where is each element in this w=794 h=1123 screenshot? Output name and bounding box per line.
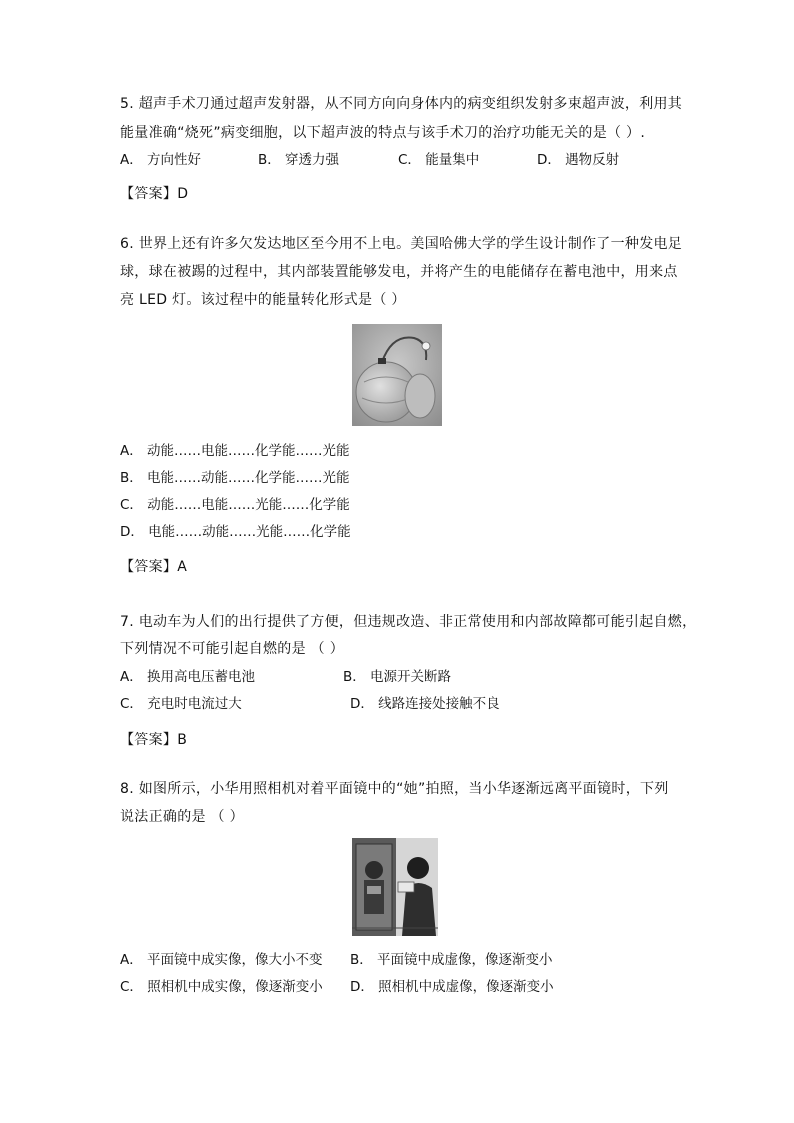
question-6-line-1: 6. 世界上还有许多欠发达地区至今用不上电。美国哈佛大学的学生设计制作了一种发电足: [120, 236, 683, 252]
question-5-option-d: D． 遇物反射: [537, 152, 620, 168]
soccer-ball-lamp-photo: [352, 324, 442, 426]
question-7-line-2: 下列情况不可能引起自燃的是 （ ）: [120, 641, 344, 657]
question-8-option-d: D． 照相机中成虚像，像逐渐变小: [350, 979, 554, 995]
question-7-option-a: A． 换用高电压蓄电池: [120, 669, 256, 685]
question-5-option-a: A． 方向性好: [120, 152, 202, 168]
question-5-option-b: B． 穿透力强: [258, 152, 340, 168]
question-6-option-a: A． 动能……电能……化学能……光能: [120, 443, 350, 459]
mirror-camera-photo: [352, 838, 438, 936]
question-6-option-d: D． 电能……动能……光能……化学能: [120, 524, 351, 540]
question-7-option-c: C． 充电时电流过大: [120, 696, 242, 712]
question-8-option-b: B． 平面镜中成虚像，像逐渐变小: [350, 952, 553, 968]
question-6-line-2: 球，球在被踢的过程中，其内部装置能够发电，并将产生的电能储存在蓄电池中，用来点: [120, 264, 678, 280]
question-5-line-2: 能量准确“烧死”病变细胞，以下超声波的特点与该手术刀的治疗功能无关的是（ ）.: [120, 125, 646, 141]
question-7-option-d: D． 线路连接处接触不良: [350, 696, 500, 712]
question-6-line-3: 亮 LED 灯。该过程中的能量转化形式是（ ）: [120, 292, 406, 308]
question-7-answer: 【答案】B: [120, 732, 188, 748]
question-7-option-b: B． 电源开关断路: [343, 669, 452, 685]
question-7-line-1: 7. 电动车为人们的出行提供了方便，但违规改造、非正常使用和内部故障都可能引起自燃，: [120, 614, 697, 630]
question-6-answer: 【答案】A: [120, 559, 188, 575]
question-8-option-a: A． 平面镜中成实像，像大小不变: [120, 952, 323, 968]
question-8-option-c: C． 照相机中成实像，像逐渐变小: [120, 979, 323, 995]
question-6-option-b: B． 电能……动能……化学能……光能: [120, 470, 350, 486]
question-8-line-1: 8. 如图所示，小华用照相机对着平面镜中的“她”拍照，当小华逐渐远离平面镜时，下列: [120, 781, 669, 797]
question-5-line-1: 5. 超声手术刀通过超声发射器，从不同方向向身体内的病变组织发射多束超声波，利用其: [120, 96, 683, 112]
question-6-option-c: C． 动能……电能……光能……化学能: [120, 497, 350, 513]
question-5-answer: 【答案】D: [120, 186, 189, 202]
question-8-line-2: 说法正确的是 （ ）: [120, 809, 244, 825]
question-5-option-c: C． 能量集中: [398, 152, 480, 168]
